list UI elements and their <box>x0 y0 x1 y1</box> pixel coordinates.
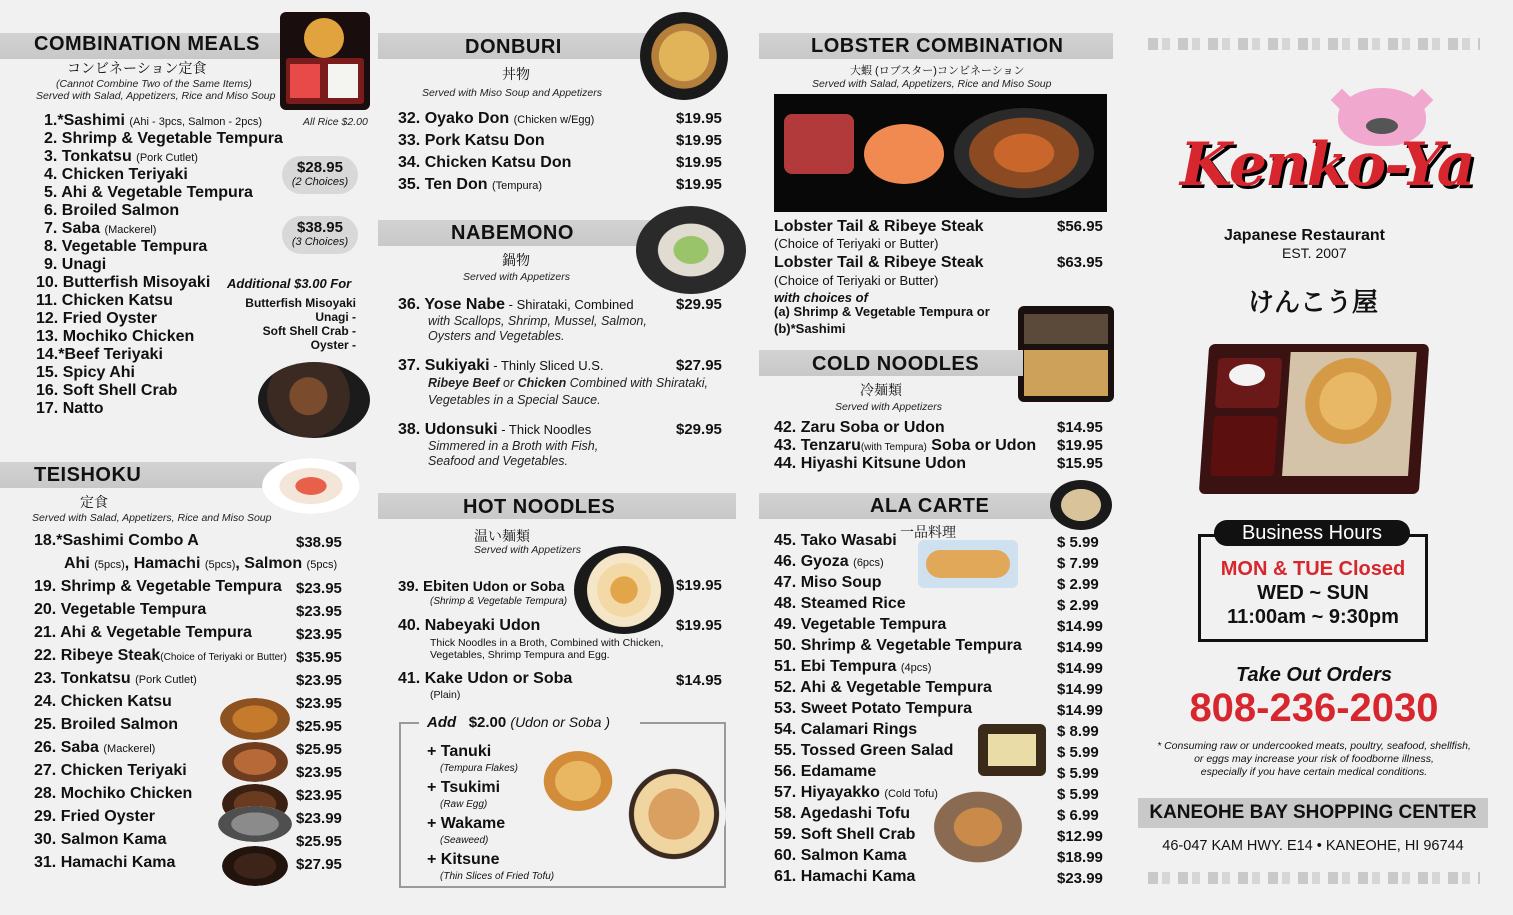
price: $12.99 <box>1057 828 1103 845</box>
restaurant-name-japanese: けんこう屋 <box>1248 287 1379 317</box>
price: $23.99 <box>296 810 342 827</box>
list-item: 57. Hiyayakko (Cold Tofu) <box>774 784 938 801</box>
list-item: 50. Shrimp & Vegetable Tempura <box>774 637 1022 654</box>
list-item: 12. Fried Oyster <box>36 310 157 327</box>
price: $35.95 <box>296 649 342 666</box>
kama-photo <box>222 846 288 886</box>
nabe-pot-photo <box>636 206 746 294</box>
section-title: TEISHOKU <box>34 464 142 486</box>
list-item: 4. Chicken Teriyaki <box>44 166 188 183</box>
price: $56.95 <box>1057 218 1103 235</box>
price: $18.99 <box>1057 849 1103 866</box>
served-with-note: Served with Salad, Appetizers, Rice and Miso Soup <box>812 78 1052 90</box>
list-item: 52. Ahi & Vegetable Tempura <box>774 679 992 696</box>
japanese-subtitle: 大蝦 (ロブスター)コンビネーション <box>850 65 1025 77</box>
tofu-photo <box>978 724 1046 776</box>
list-item: 8. Vegetable Tempura <box>44 238 208 255</box>
price: $ 5.99 <box>1057 786 1099 803</box>
list-item: 23. Tonkatsu (Pork Cutlet) <box>34 670 197 687</box>
list-item: 22. Ribeye Steak(Choice of Teriyaki or Butter) <box>34 647 287 664</box>
item-sub: (Shrimp & Vegetable Tempura) <box>430 596 568 607</box>
list-item: 10. Butterfish Misoyaki <box>36 274 211 291</box>
price: $19.95 <box>676 176 722 193</box>
addon-sub: (Thin Slices of Fried Tofu) <box>440 871 555 882</box>
served-with-note: Served with Salad, Appetizers, Rice and Miso Soup <box>36 90 276 102</box>
section-title: NABEMONO <box>451 222 574 244</box>
sashimi-combo-detail: Ahi (5pcs), Hamachi (5pcs), Salmon (5pcs) <box>64 555 338 572</box>
item-description: Oysters and Vegetables. <box>428 329 565 343</box>
item-description: Thick Noodles in a Broth, Combined with Chicken, Vegetables, Shrimp Tempura and Egg. <box>430 637 664 661</box>
section-title: COMBINATION MEALS <box>34 33 260 55</box>
price: $25.95 <box>296 833 342 850</box>
addon-sub: (Seaweed) <box>440 835 489 846</box>
price: $23.99 <box>1057 870 1103 887</box>
list-item: 35. Ten Don (Tempura) <box>398 176 543 193</box>
list-item: 1.*Sashimi (Ahi - 3pcs, Salmon - 2pcs) <box>44 112 263 129</box>
price: $29.95 <box>676 421 722 438</box>
addon-heading: Add $2.00 (Udon or Soba ) <box>427 714 611 731</box>
section-title: HOT NOODLES <box>463 496 616 518</box>
udon-bowl-photo <box>622 764 726 864</box>
item-sub: (Choice of Teriyaki or Butter) <box>774 273 939 288</box>
item-sub: (Plain) <box>430 689 461 701</box>
addon-sub: (Raw Egg) <box>440 799 488 810</box>
list-item: 21. Ahi & Vegetable Tempura <box>34 624 252 641</box>
price: $15.95 <box>1057 455 1103 472</box>
lobster-combo-photo <box>774 94 1107 212</box>
steak-plate-photo <box>258 362 370 438</box>
list-item: 3. Tonkatsu (Pork Cutlet) <box>44 148 198 165</box>
price: $ 5.99 <box>1057 765 1099 782</box>
section-title: DONBURI <box>465 36 562 58</box>
list-item: 40. Nabeyaki Udon <box>398 617 541 634</box>
price: $14.99 <box>1057 639 1103 656</box>
list-item: 30. Salmon Kama <box>34 831 167 848</box>
all-rice-note: All Rice $2.00 <box>303 116 368 128</box>
list-item: 7. Saba (Mackerel) <box>44 220 157 237</box>
sashimi-plate-photo <box>262 458 360 514</box>
price: $14.99 <box>1057 681 1103 698</box>
japanese-subtitle: 定食 <box>80 494 108 510</box>
list-item: 13. Mochiko Chicken <box>36 328 195 345</box>
phone-number: 808-236-2030 <box>1189 686 1439 730</box>
item-description: Simmered in a Broth with Fish, <box>428 439 599 453</box>
list-item: 53. Sweet Potato Tempura <box>774 700 972 717</box>
list-item: 6. Broiled Salmon <box>44 202 180 219</box>
price: $23.95 <box>296 626 342 643</box>
list-item: 59. Soft Shell Crab <box>774 826 916 843</box>
section-title: ALA CARTE <box>870 495 990 517</box>
price: $25.95 <box>296 718 342 735</box>
list-item: 43. Tenzaru(with Tempura) Soba or Udon <box>774 437 1037 454</box>
price: $ 5.99 <box>1057 534 1099 551</box>
choice-a: (a) Shrimp & Vegetable Tempura or <box>774 304 990 319</box>
price: $ 7.99 <box>1057 555 1099 572</box>
japanese-subtitle: コンビネーション定食 <box>67 60 207 76</box>
list-item: 20. Vegetable Tempura <box>34 601 207 618</box>
price: $ 2.99 <box>1057 597 1099 614</box>
served-with-note: Served with Appetizers <box>463 271 570 283</box>
price: $14.99 <box>1057 702 1103 719</box>
salmon-photo <box>222 742 288 782</box>
price: $14.99 <box>1057 660 1103 677</box>
open-hours: 11:00am ~ 9:30pm <box>1227 606 1399 628</box>
tempura-udon-bowl-photo <box>574 546 674 634</box>
soft-shell-crab-photo <box>922 782 1034 872</box>
list-item: 47. Miso Soup <box>774 574 882 591</box>
list-item: 27. Chicken Teriyaki <box>34 762 187 779</box>
miso-soup-photo <box>1050 480 1112 530</box>
list-item: 56. Edamame <box>774 763 877 780</box>
price: $14.99 <box>1057 618 1103 635</box>
price: $27.95 <box>296 856 342 873</box>
donburi-bowl-photo <box>640 12 728 100</box>
addon-item: + Tanuki <box>427 743 492 760</box>
list-item: 25. Broiled Salmon <box>34 716 179 733</box>
list-item: 34. Chicken Katsu Don <box>398 154 572 171</box>
japanese-subtitle: 一品料理 <box>900 524 956 540</box>
list-item: 33. Pork Katsu Don <box>398 132 545 149</box>
japanese-subtitle: 温い麺類 <box>474 528 530 544</box>
japanese-subtitle: 鍋物 <box>502 252 530 268</box>
list-item: Lobster Tail & Ribeye Steak <box>774 254 984 271</box>
price: $19.95 <box>676 132 722 149</box>
take-out-label: Take Out Orders <box>1236 664 1392 686</box>
addon-item: + Kitsune <box>427 851 500 868</box>
addon-box-top-right <box>640 722 726 724</box>
choices-label: with choices of <box>774 290 868 305</box>
zaru-soba-photo <box>1018 306 1114 402</box>
decorative-border-bottom <box>1148 872 1480 884</box>
restaurant-subtitle: Japanese Restaurant <box>1224 227 1385 244</box>
served-with-note: Served with Appetizers <box>474 544 581 556</box>
list-item: 19. Shrimp & Vegetable Tempura <box>34 578 282 595</box>
section-title: COLD NOODLES <box>812 353 980 375</box>
price: $23.95 <box>296 580 342 597</box>
list-item: 24. Chicken Katsu <box>34 693 172 710</box>
list-item: 9. Unagi <box>44 256 107 273</box>
price: $25.95 <box>296 741 342 758</box>
price: $27.95 <box>676 357 722 374</box>
addon-item: + Tsukimi <box>427 779 501 796</box>
list-item: Lobster Tail & Ribeye Steak <box>774 218 984 235</box>
price: $38.95 <box>296 534 342 551</box>
list-item: 45. Tako Wasabi <box>774 532 897 549</box>
price: $23.95 <box>296 764 342 781</box>
list-item: 39. Ebiten Udon or Soba <box>398 578 565 595</box>
list-item: 51. Ebi Tempura (4pcs) <box>774 658 932 675</box>
served-with-note: Served with Miso Soup and Appetizers <box>422 87 602 99</box>
price: $23.95 <box>296 672 342 689</box>
item-description: Vegetables in a Special Sauce. <box>428 393 601 407</box>
restaurant-logo: Kenko-Ya <box>1180 130 1474 200</box>
price: $29.95 <box>676 296 722 313</box>
additional-charge-label: Additional $3.00 For <box>227 276 352 291</box>
price: $ 6.99 <box>1057 807 1099 824</box>
japanese-subtitle: 丼物 <box>502 66 530 82</box>
closed-days: MON & TUE Closed <box>1220 558 1406 580</box>
list-item: 58. Agedashi Tofu <box>774 805 911 822</box>
list-item: 28. Mochiko Chicken <box>34 785 193 802</box>
list-item: 42. Zaru Soba or Udon <box>774 419 945 436</box>
tempura-shrimp-photo <box>538 746 618 816</box>
list-item: 48. Steamed Rice <box>774 595 906 612</box>
list-item: 31. Hamachi Kama <box>34 854 176 871</box>
business-hours-title: Business Hours <box>1214 520 1410 546</box>
price: $23.95 <box>296 787 342 804</box>
choice-b: (b)*Sashimi <box>774 321 846 336</box>
gyoza-photo <box>918 540 1018 588</box>
section-title: LOBSTER COMBINATION <box>811 35 1064 57</box>
list-item: 17. Natto <box>36 400 104 417</box>
list-item: 61. Hamachi Kama <box>774 868 916 885</box>
price: $ 5.99 <box>1057 744 1099 761</box>
list-item: 2. Shrimp & Vegetable Tempura <box>44 130 283 147</box>
japanese-subtitle: 冷麺類 <box>860 382 902 398</box>
addon-sub: (Tempura Flakes) <box>440 763 518 774</box>
list-item: 11. Chicken Katsu <box>36 292 173 309</box>
item-description: Ribeye Beef or Chicken Combined with Shirataki, <box>428 376 708 390</box>
list-item: 15. Spicy Ahi <box>36 364 135 381</box>
price: $19.95 <box>676 617 722 634</box>
list-item: 49. Vegetable Tempura <box>774 616 947 633</box>
price: $14.95 <box>676 672 722 689</box>
price: $23.95 <box>296 695 342 712</box>
served-with-note: Served with Appetizers <box>835 401 942 413</box>
list-item: 36. Yose Nabe - Shirataki, Combined <box>398 296 634 313</box>
combo-note: (Cannot Combine Two of the Same Items) <box>56 78 252 90</box>
list-item: 18.*Sashimi Combo A <box>34 532 199 549</box>
list-item: 60. Salmon Kama <box>774 847 907 864</box>
additional-items: Butterfish Misoyaki Unagi - Soft Shell Crab - Oyster - <box>245 296 356 352</box>
list-item: 26. Saba (Mackerel) <box>34 739 156 756</box>
item-sub: (Choice of Teriyaki or Butter) <box>774 236 939 251</box>
price: $19.95 <box>1057 437 1103 454</box>
list-item: 29. Fried Oyster <box>34 808 155 825</box>
price: $63.95 <box>1057 254 1103 271</box>
fish-photo <box>218 806 292 842</box>
price-3-choices-badge: $38.95 (3 Choices) <box>282 216 358 254</box>
list-item: 54. Calamari Rings <box>774 721 918 738</box>
price: $19.95 <box>676 154 722 171</box>
list-item: 55. Tossed Green Salad <box>774 742 954 759</box>
addon-box-top-left <box>399 722 419 724</box>
health-warning: * Consuming raw or undercooked meats, poultry, seafood, shellfish, or eggs may increase your risk of foodborne illness, especially if you have certain medical conditions. <box>1157 740 1471 778</box>
bento-photo <box>280 12 370 110</box>
price-2-choices-badge: $28.95 (2 Choices) <box>282 156 358 194</box>
served-with-note: Served with Salad, Appetizers, Rice and Miso Soup <box>32 512 272 524</box>
price: $ 8.99 <box>1057 723 1099 740</box>
list-item: 46. Gyoza (6pcs) <box>774 553 884 570</box>
item-description: Seafood and Vegetables. <box>428 454 568 468</box>
price: $19.95 <box>676 577 722 594</box>
list-item: 14.*Beef Teriyaki <box>36 346 163 363</box>
open-days: WED ~ SUN <box>1257 582 1369 604</box>
item-description: with Scallops, Shrimp, Mussel, Salmon, <box>428 314 647 328</box>
katsu-photo <box>220 698 290 740</box>
price: $19.95 <box>676 110 722 127</box>
price: $14.95 <box>1057 419 1103 436</box>
list-item: 32. Oyako Don (Chicken w/Egg) <box>398 110 595 127</box>
shopping-center-name: KANEOHE BAY SHOPPING CENTER <box>1149 802 1477 823</box>
decorative-border-top <box>1148 38 1480 50</box>
established-year: EST. 2007 <box>1282 245 1347 261</box>
list-item: 37. Sukiyaki - Thinly Sliced U.S. <box>398 357 604 374</box>
price: $23.95 <box>296 603 342 620</box>
list-item: 41. Kake Udon or Soba <box>398 670 573 687</box>
list-item: 16. Soft Shell Crab <box>36 382 178 399</box>
list-item: 38. Udonsuki - Thick Noodles <box>398 421 592 438</box>
tempura-bento-photo <box>1199 344 1429 494</box>
price: $ 2.99 <box>1057 576 1099 593</box>
list-item: 44. Hiyashi Kitsune Udon <box>774 455 967 472</box>
addon-item: + Wakame <box>427 815 506 832</box>
address: 46-047 KAM HWY. E14 • KANEOHE, HI 96744 <box>1162 838 1464 854</box>
list-item: 5. Ahi & Vegetable Tempura <box>44 184 253 201</box>
